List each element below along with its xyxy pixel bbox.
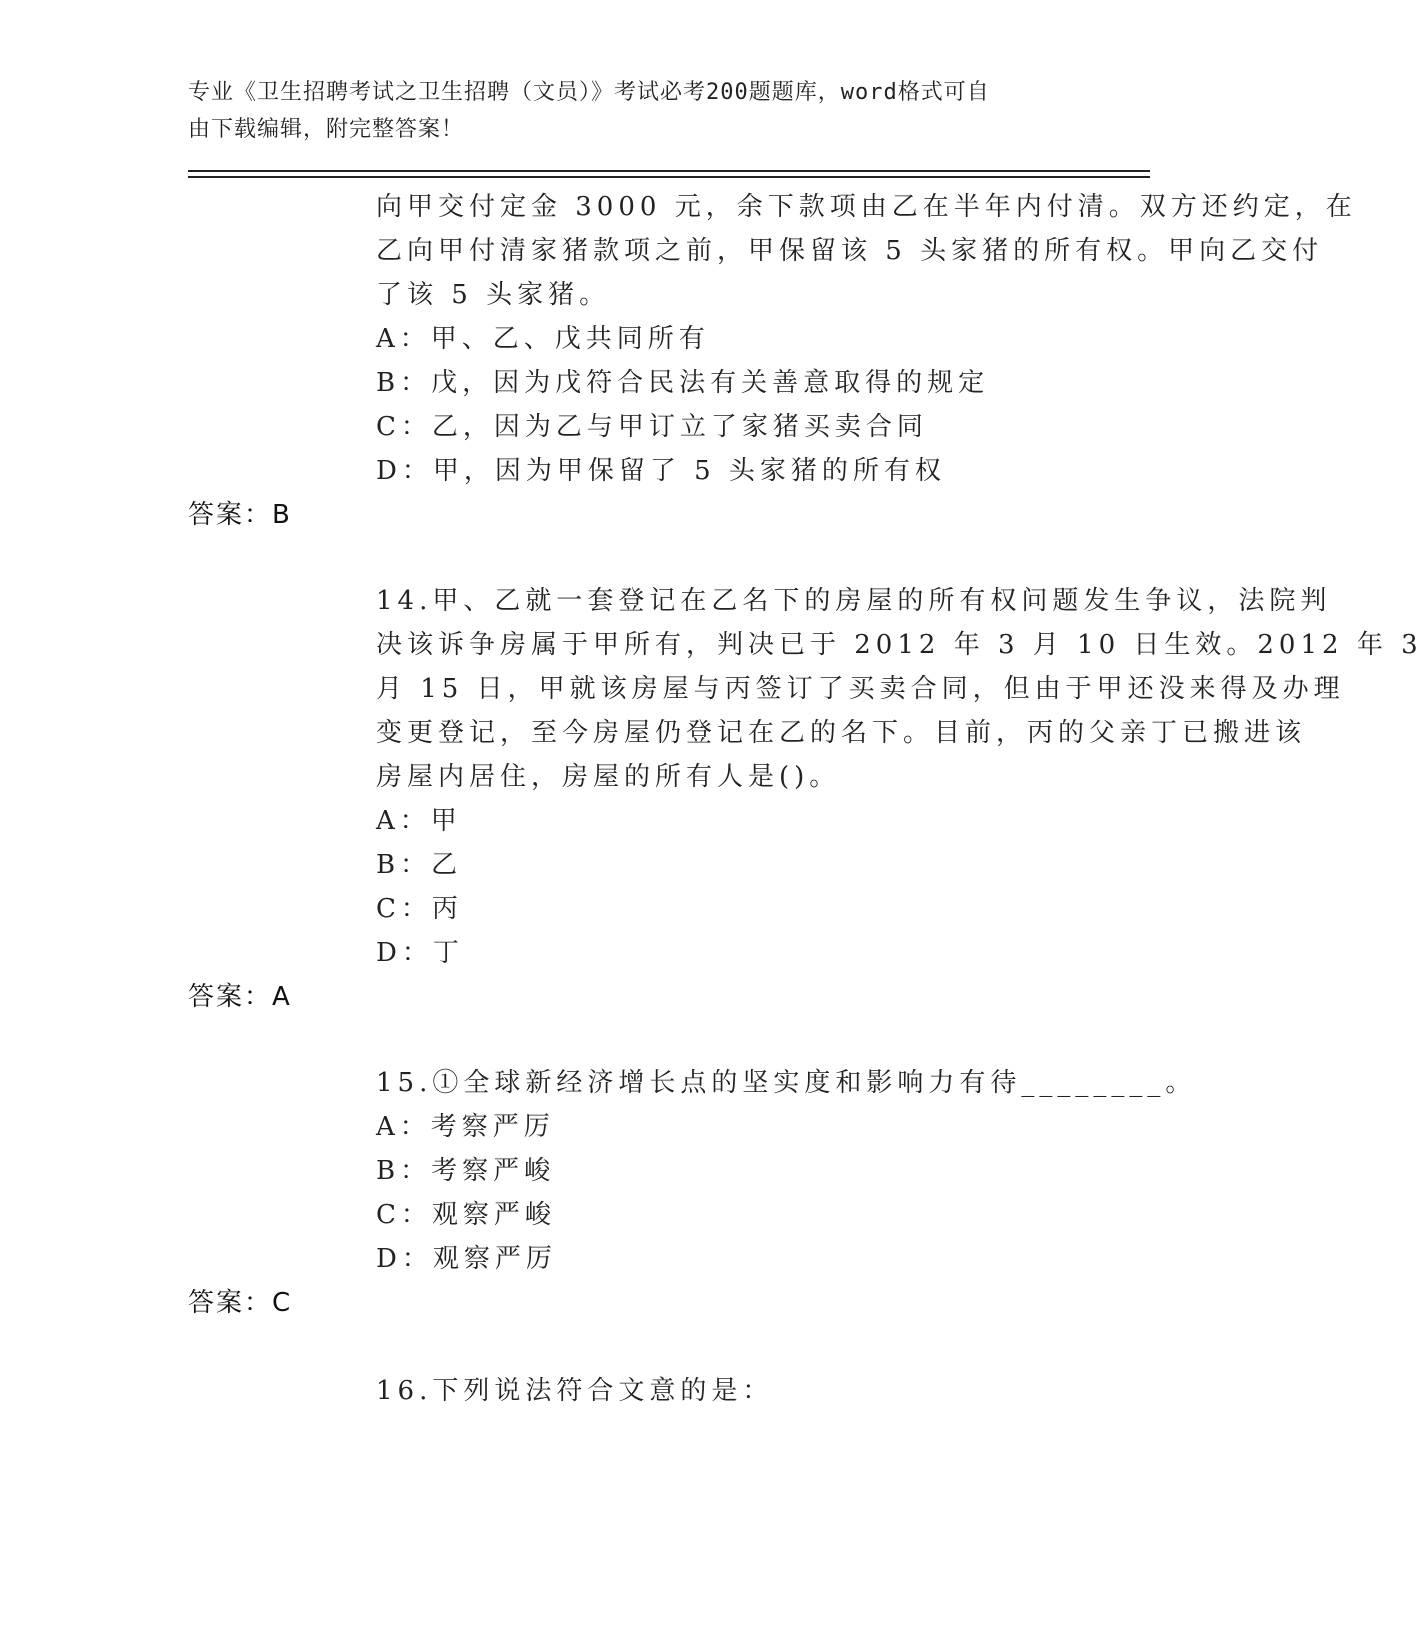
header-divider-top	[188, 170, 1150, 172]
question-14-option-c: C：丙	[376, 894, 463, 924]
question-15-option-b: B：考察严峻	[376, 1156, 556, 1186]
question-13-option-b: B：戊，因为戊符合民法有关善意取得的规定	[376, 368, 990, 398]
question-13-line-2: 乙向甲付清家猪款项之前，甲保留该 5 头家猪的所有权。甲向乙交付	[376, 236, 1324, 266]
question-13-answer: 答案：B	[188, 500, 292, 530]
question-14-option-d: D：丁	[376, 938, 464, 968]
question-14-line-1: 14.甲、乙就一套登记在乙名下的房屋的所有权问题发生争议，法院判	[376, 586, 1332, 616]
question-15-option-d: D：观察严厉	[376, 1244, 557, 1274]
question-15-answer: 答案：C	[188, 1288, 293, 1318]
question-13-option-a: A：甲、乙、戊共同所有	[376, 324, 710, 354]
question-13-option-c: C：乙，因为乙与甲订立了家猪买卖合同	[376, 412, 928, 442]
question-15-line-1: 15.①全球新经济增长点的坚实度和影响力有待________。	[376, 1068, 1197, 1098]
question-13-line-1: 向甲交付定金 3000 元，余下款项由乙在半年内付清。双方还约定，在	[376, 192, 1357, 222]
document-header	[188, 74, 1068, 148]
question-16-line-1: 16.下列说法符合文意的是：	[376, 1376, 774, 1406]
question-13-option-d: D：甲，因为甲保留了 5 头家猪的所有权	[376, 456, 946, 486]
question-14-line-4: 变更登记，至今房屋仍登记在乙的名下。目前，丙的父亲丁已搬进该	[376, 718, 1307, 748]
question-14-line-3: 月 15 日，甲就该房屋与丙签订了买卖合同，但由于甲还没来得及办理	[376, 674, 1345, 704]
question-14-answer: 答案：A	[188, 982, 292, 1012]
question-14-option-b: B：乙	[376, 850, 463, 880]
question-15-option-c: C：观察严峻	[376, 1200, 556, 1230]
question-15-option-a: A：考察严厉	[376, 1112, 555, 1142]
question-14-line-2: 决该诉争房属于甲所有，判决已于 2012 年 3 月 10 日生效。2012 年 3	[376, 630, 1423, 660]
header-line-1: 专业《卫生招聘考试之卫生招聘（文员）》考试必考200题题库，word格式可自	[188, 80, 990, 105]
question-13-line-3: 了该 5 头家猪。	[376, 280, 611, 310]
header-divider-bottom	[188, 176, 1150, 178]
question-14-option-a: A：甲	[376, 806, 462, 836]
header-line-2: 由下载编辑，附完整答案！	[188, 117, 465, 142]
question-14-line-5: 房屋内居住，房屋的所有人是()。	[376, 762, 841, 792]
